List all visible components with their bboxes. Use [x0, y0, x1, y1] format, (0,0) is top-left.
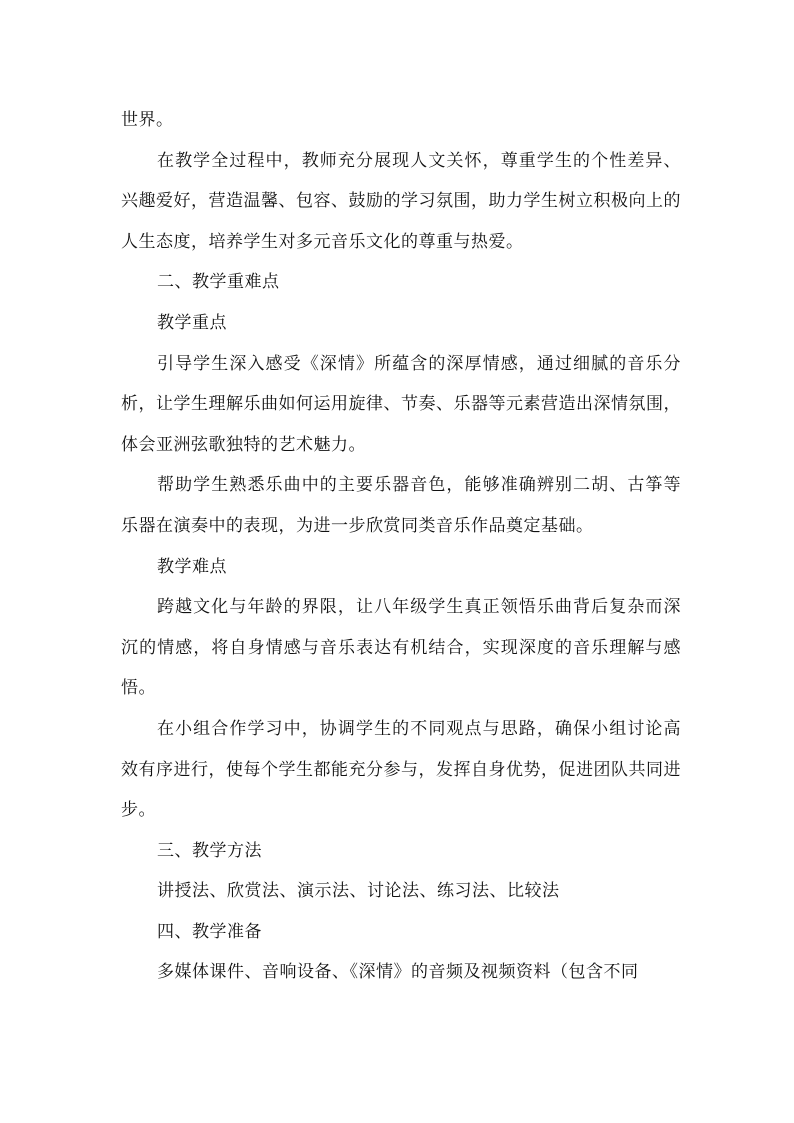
heading-teaching-preparation: 四、教学准备: [157, 921, 262, 942]
document-body: [121, 100, 681, 993]
heading-key-difficult-points: 二、教学重难点: [157, 272, 280, 293]
paragraph-difficulty-culture: 跨越文化与年龄的界限，让八年级学生真正领悟乐曲背后复杂而深沉的情感，将自身情感与音乐表达有机结合，实现深度的音乐理解与感悟。: [121, 597, 681, 699]
subheading-teaching-difficulty: 教学难点: [157, 556, 227, 577]
subheading-teaching-focus: 教学重点: [157, 312, 227, 333]
paragraph-humanistic-care: 在教学全过程中，教师充分展现人文关怀，尊重学生的个性差异、兴趣爱好，营造温馨、包容、鼓励的学习氛围，助力学生树立积极向上的人生态度，培养学生对多元音乐文化的尊重与热爱。: [121, 150, 681, 252]
paragraph-continuation: 世界。: [121, 110, 174, 130]
paragraph-preparation: 多媒体课件、音响设备、《深情》的音频及视频资料（包含不同: [157, 962, 639, 983]
paragraph-difficulty-group: 在小组合作学习中，协调学生的不同观点与思路，确保小组讨论高效有序进行，使每个学生都能充分参与，发挥自身优势，促进团队共同进步。: [121, 718, 681, 821]
paragraph-focus-emotion: 引导学生深入感受《深情》所蕴含的深厚情感，通过细腻的音乐分析，让学生理解乐曲如何运用旋律、节奏、乐器等元素营造出深情氛围，体会亚洲弦歌独特的艺术魅力。: [121, 353, 681, 455]
paragraph-focus-instruments: 帮助学生熟悉乐曲中的主要乐器音色，能够准确辨别二胡、古筝等乐器在演奏中的表现，为进一步欣赏同类音乐作品奠定基础。: [121, 475, 681, 536]
heading-teaching-methods: 三、教学方法: [157, 840, 262, 861]
paragraph-methods-list: 讲授法、欣赏法、演示法、讨论法、练习法、比较法: [157, 881, 560, 902]
